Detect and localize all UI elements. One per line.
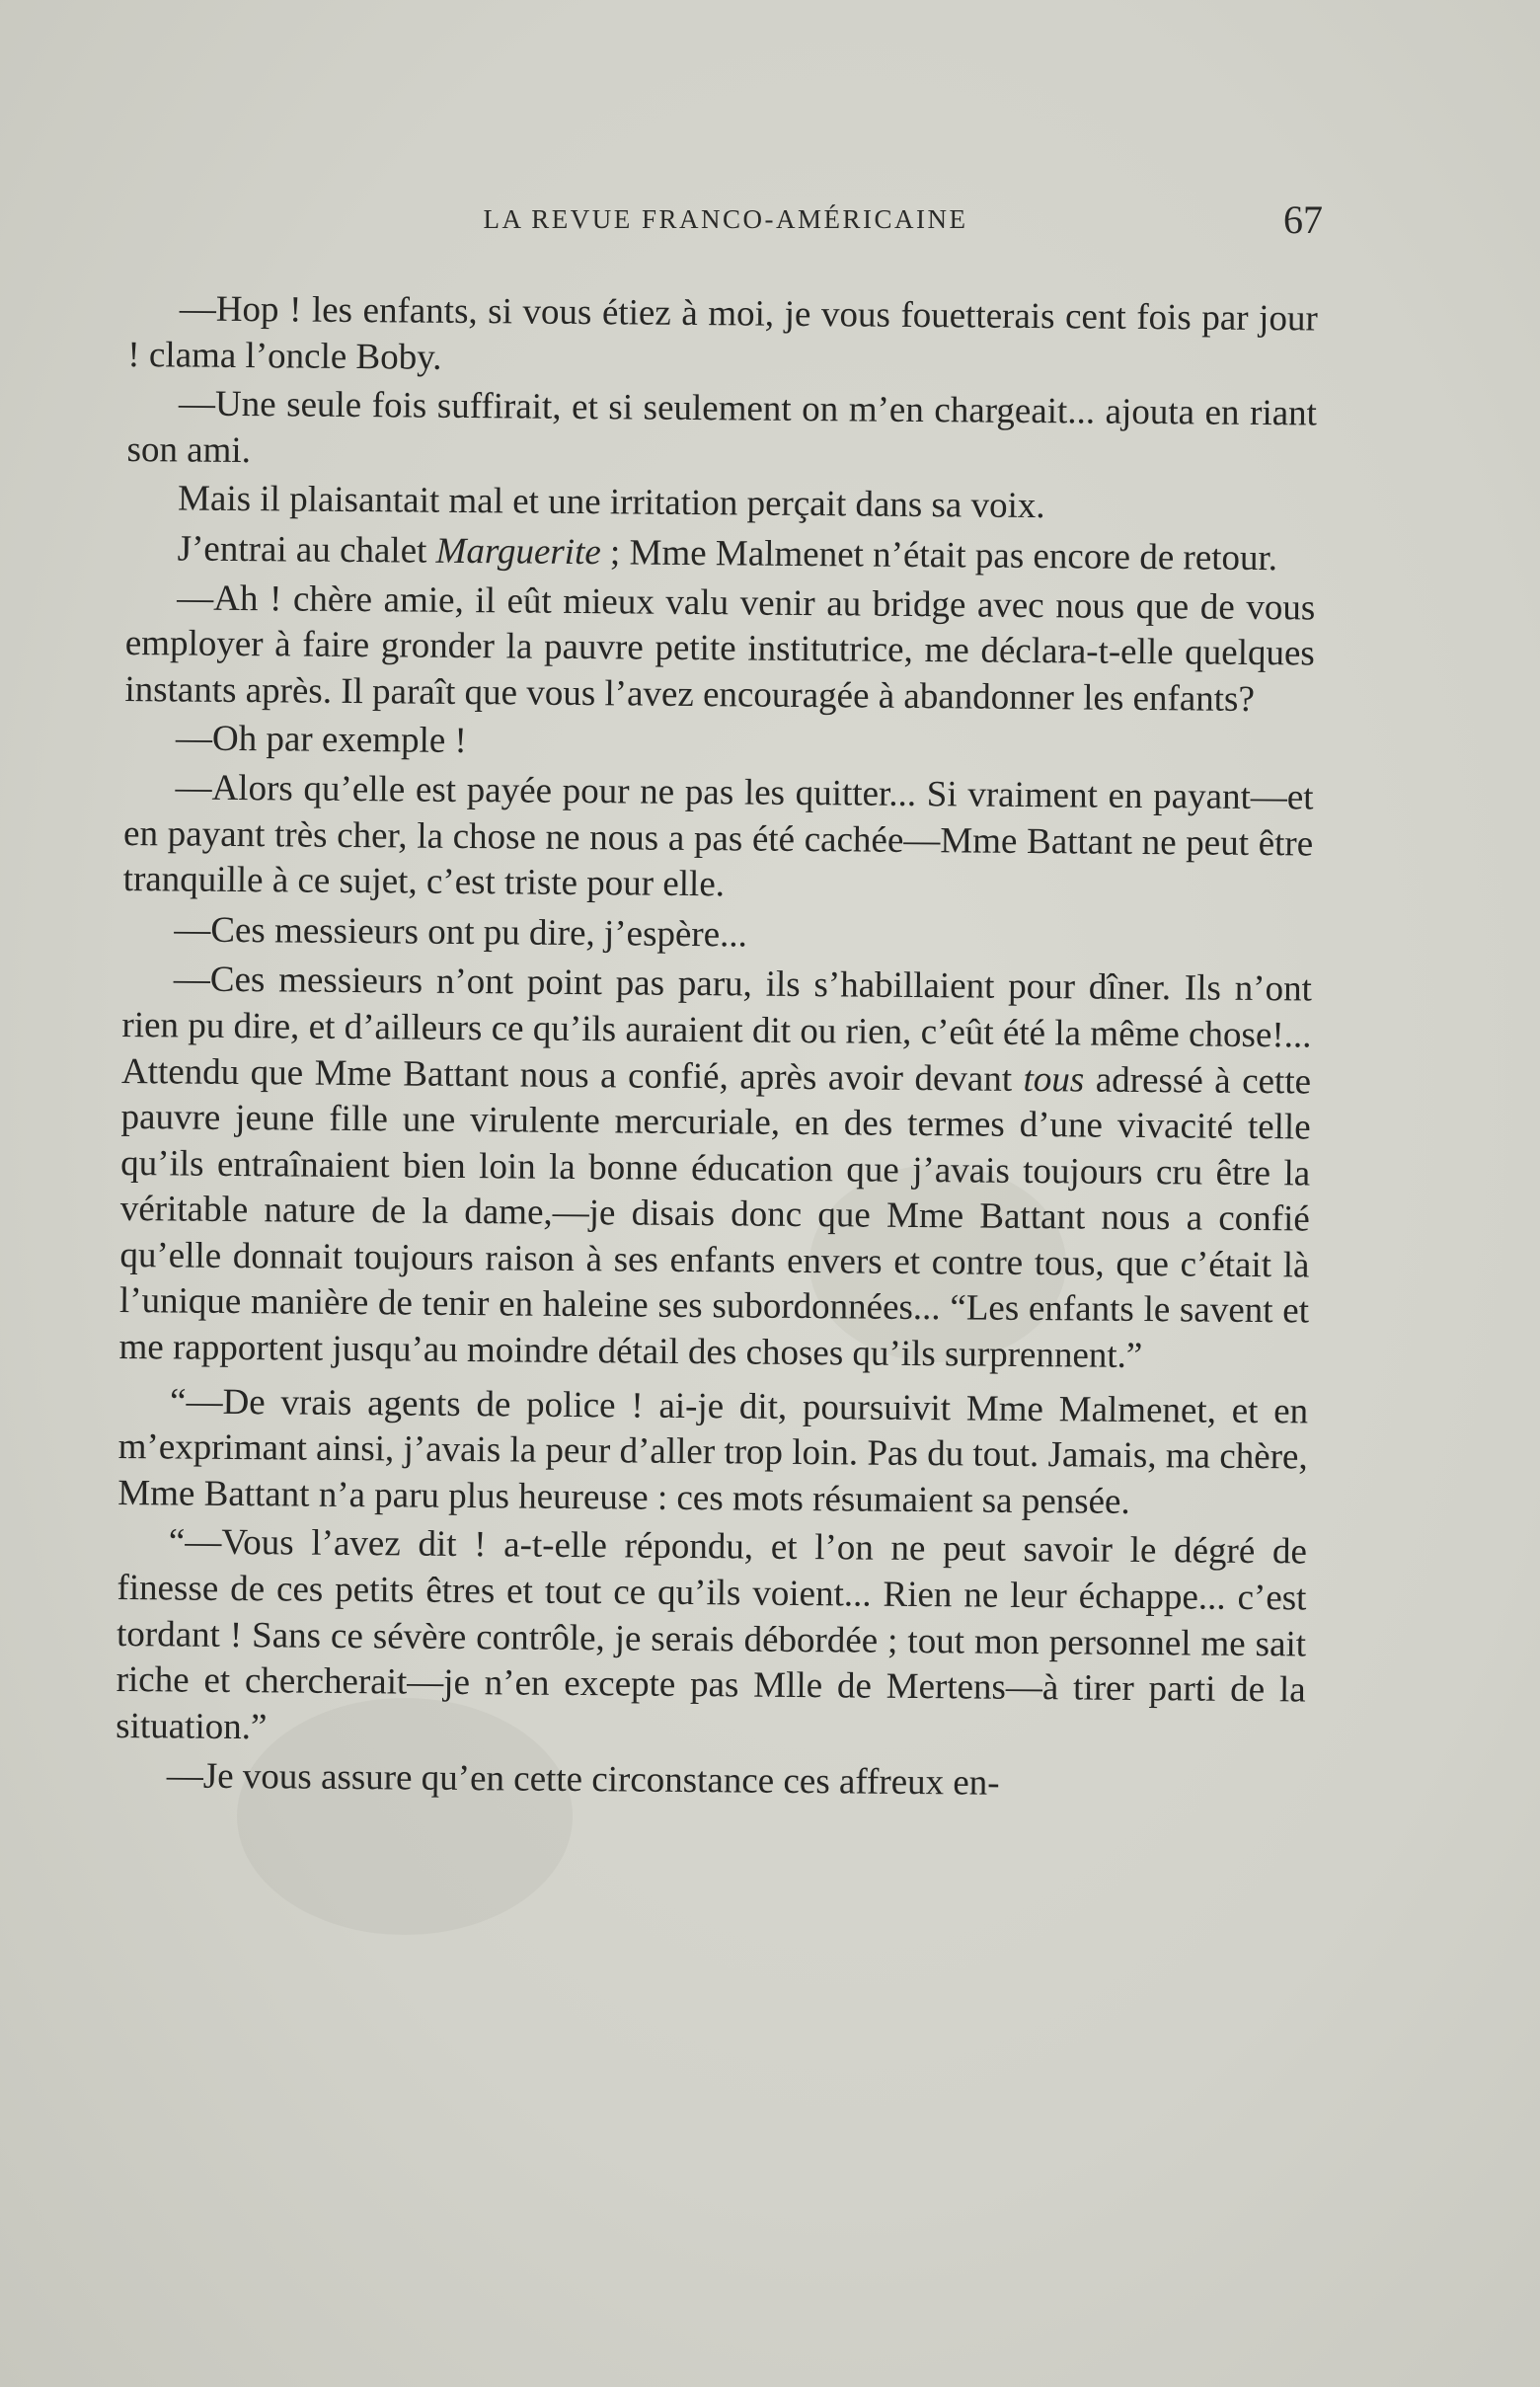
running-title: LA REVUE FRANCO-AMÉRICAINE [483, 204, 968, 234]
italic-term: Marguerite [435, 530, 601, 574]
paragraph: “—De vrais agents de police ! ai-je dit, poursuivit Mme Malmenet, et en m’exprimant ainsi, j’avais la peur d’aller trop loin. Pas du tout. Jamais, ma chère, Mme Battant n’a paru plus heureuse : ces mots résumaient sa pensée. [117, 1381, 1309, 1522]
paragraph: “—Vous l’avez dit ! a-t-elle répondu, et l’on ne peut savoir le dégré de finesse de ces petits êtres et tout ce qu’ils voient... Rien ne leur échappe... c’est tordant ! Sans ce sévère contrôle, je serais débordée ; tout mon personnel me sait riche et chercherait—je n’en excepte pas Mlle de Mertens—à tirer parti de la situation.” [116, 1521, 1308, 1748]
paragraph: —Hop ! les enfants, si vous étiez à moi, je vous fouetterais cent fois par jour ! clama l’oncle Boby. [127, 288, 1318, 378]
paragraph: —Je vous assure qu’en cette circonstance ces affreux en- [166, 1755, 1000, 1805]
paragraph: —Une seule fois suffirait, et si seulement on m’en chargeait... ajouta en riant son ami. [126, 383, 1318, 471]
italic-term: tous [1023, 1058, 1085, 1100]
body-text [116, 286, 1318, 1812]
paragraph: Mais il plaisantait mal et une irritation perçait dans sa voix. [177, 478, 1045, 527]
paragraph: —Ah ! chère amie, il eût mieux valu venir au bridge avec nous que de vous employer à faire gronder la pauvre petite institutrice, me déclara-t-elle quelques instants après. Il paraît que vous l’avez encouragée à abandonner les enfants? [124, 578, 1316, 720]
paragraph: J’entrai au chalet Marguerite ; Mme Malmenet n’était pas encore de retour. [177, 528, 1278, 579]
paragraph: —Ces messieurs n’ont point pas paru, ils s’habillaient pour dîner. Ils n’ont rien pu dire, et d’ailleurs ce qu’ils auraient dit ou rien, c’eût été la même chose!... Attendu que Mme Battant nous a confié, après avoir devant tous adressé à cette pauvre jeune fille une virulente mercuriale, en des termes d’une vivacité telle qu’ils entraînaient bien loin la bonne éducation que j’avais toujours cru être la véritable nature de la dame,—je disais donc que Mme Battant nous a confié qu’elle donnait toujours raison à ses enfants envers et contre tous, que c’était là l’unique manière de tenir en haleine ses subordonnées... “Les enfants le savent et me rapportent jusqu’au moindre détail des choses qu’ils surprennent.” [118, 959, 1313, 1377]
paragraph: —Alors qu’elle est payée pour ne pas les quitter... Si vraiment en payant—et en payant très cher, la chose ne nous a pas été cachée—Mme Battant ne peut être tranquille à ce sujet, c’est triste pour elle. [122, 767, 1314, 905]
page-header [128, 192, 1323, 262]
page-number: 67 [1283, 197, 1323, 242]
paragraph: —Oh par exemple ! [175, 718, 468, 762]
paragraph: —Ces messieurs ont pu dire, j’espère... [174, 909, 748, 956]
